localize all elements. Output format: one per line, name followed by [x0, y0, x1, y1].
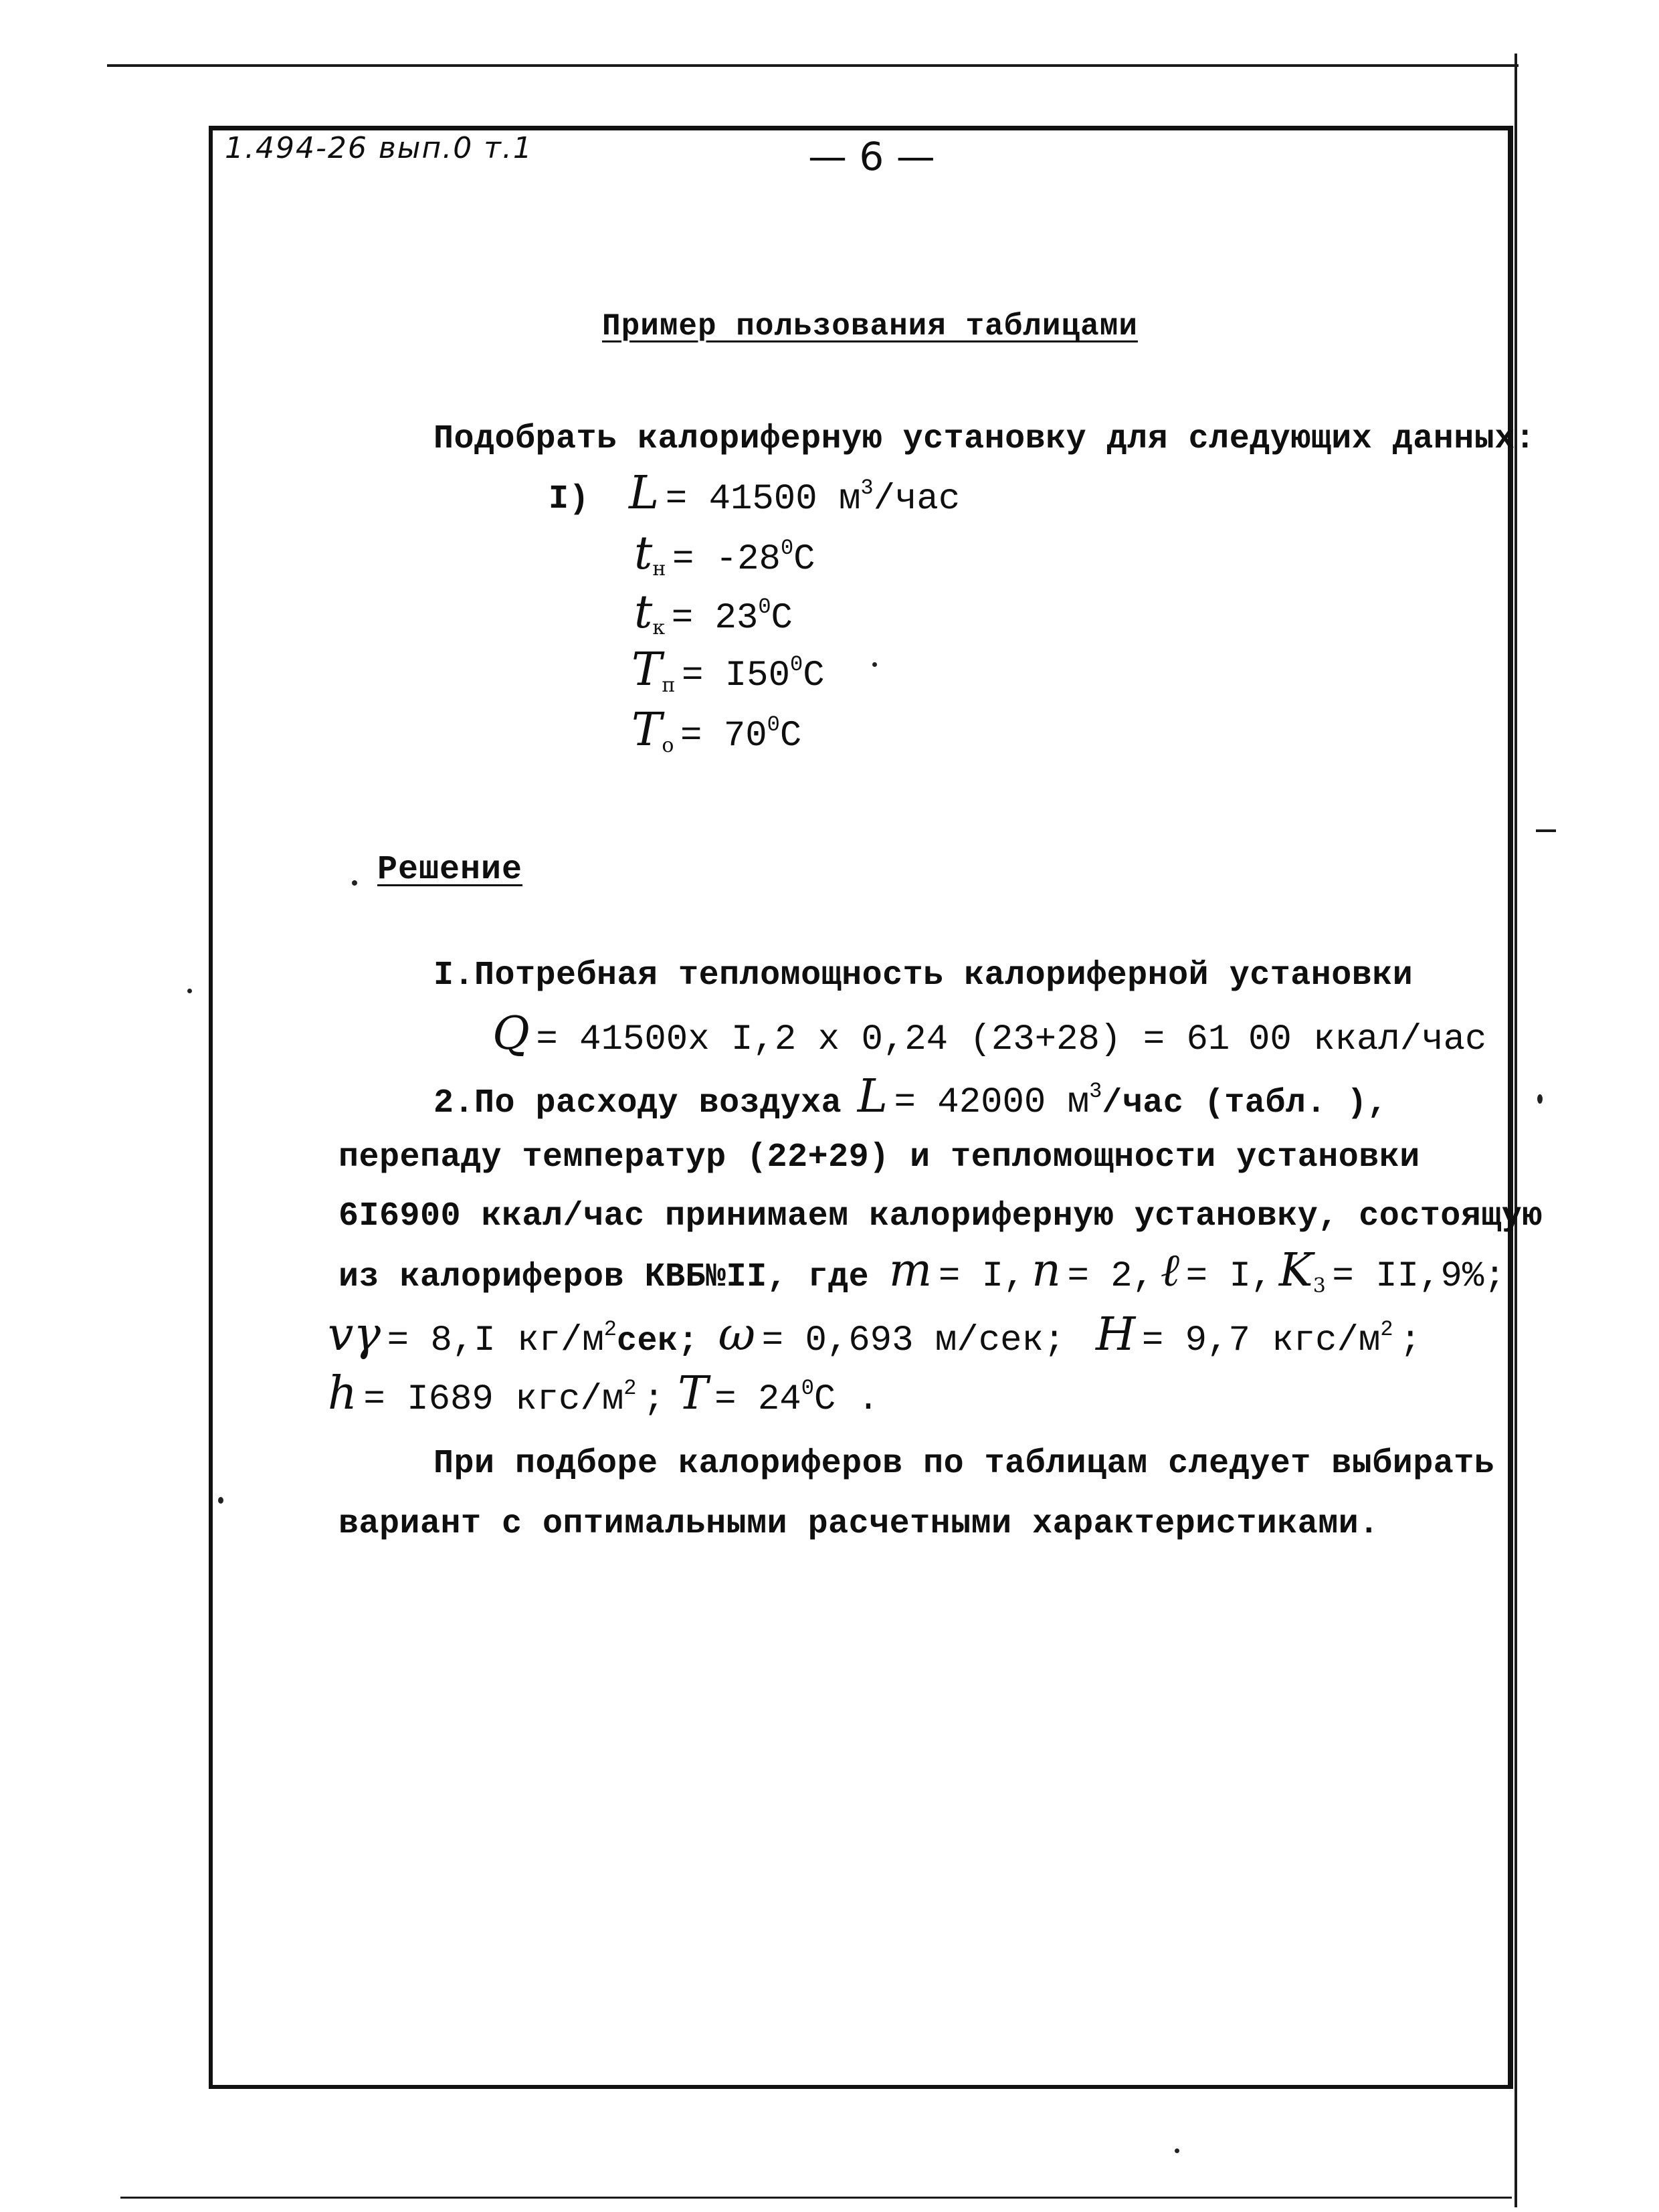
scan-speck — [1537, 1094, 1543, 1104]
scan-edge-right — [1515, 54, 1517, 2207]
given-T-return: Tо = 700С — [631, 704, 802, 757]
scan-speck — [218, 1497, 223, 1504]
given-T-supply: Tп = I500С — [631, 643, 825, 697]
step-2-line-2: перепаду температур (22+29) и тепломощности установки — [338, 1138, 1420, 1177]
given-airflow: L = 41500 м3/час — [629, 467, 961, 520]
step-2-line-4: из калориферов КВБ№II, где m = I, n = 2, ℓ = I, K3 = II,9%; — [338, 1244, 1506, 1298]
scan-speck — [1175, 2148, 1179, 2153]
note-line-1: При подборе калориферов по таблицам следует выбирать — [433, 1445, 1495, 1483]
step-2-line-5: vγ = 8,I кг/м2сек; ω = 0,693 м/сек; H = 9,7 кгс/м2 ; — [328, 1308, 1422, 1361]
symbol-L: L — [629, 467, 660, 520]
given-t-initial: tн = -280С — [634, 527, 815, 581]
scan-speck — [187, 989, 192, 993]
scan-edge-top — [107, 64, 1519, 67]
document-reference: 1.494-26 вып.0 т.1 — [225, 131, 533, 165]
scan-speck — [872, 662, 877, 667]
margin-tick — [1536, 829, 1556, 832]
step-2-line-6: h = I689 кгс/м2 ; T = 240С . — [328, 1367, 880, 1420]
task-statement: Подобрать калориферную установку для следующих данных: — [433, 420, 1536, 458]
step-2-line-3: 6I6900 ккал/час принимаем калориферную установку, состоящую — [338, 1197, 1543, 1235]
solution-heading: Решение — [377, 851, 523, 889]
item-number: I) — [549, 480, 590, 518]
scan-speck — [352, 880, 357, 886]
given-t-final: tк = 230С — [634, 586, 793, 639]
note-line-2: вариант с оптимальными расчетными характеристиками. — [338, 1505, 1379, 1543]
page-number: — 6 — — [808, 134, 935, 179]
page-title: Пример пользования таблицами — [602, 309, 1138, 344]
step-1-text: I.Потребная тепломощность калориферной установки — [433, 957, 1413, 995]
step-1-formula: Q = 41500x I,2 x 0,24 (23+28) = 61 00 ккал/час — [492, 1007, 1487, 1060]
step-2-line-1: 2.По расходу воздуха L = 42000 м3/час (табл. ), — [433, 1070, 1388, 1123]
scan-edge-bottom — [120, 2197, 1512, 2199]
